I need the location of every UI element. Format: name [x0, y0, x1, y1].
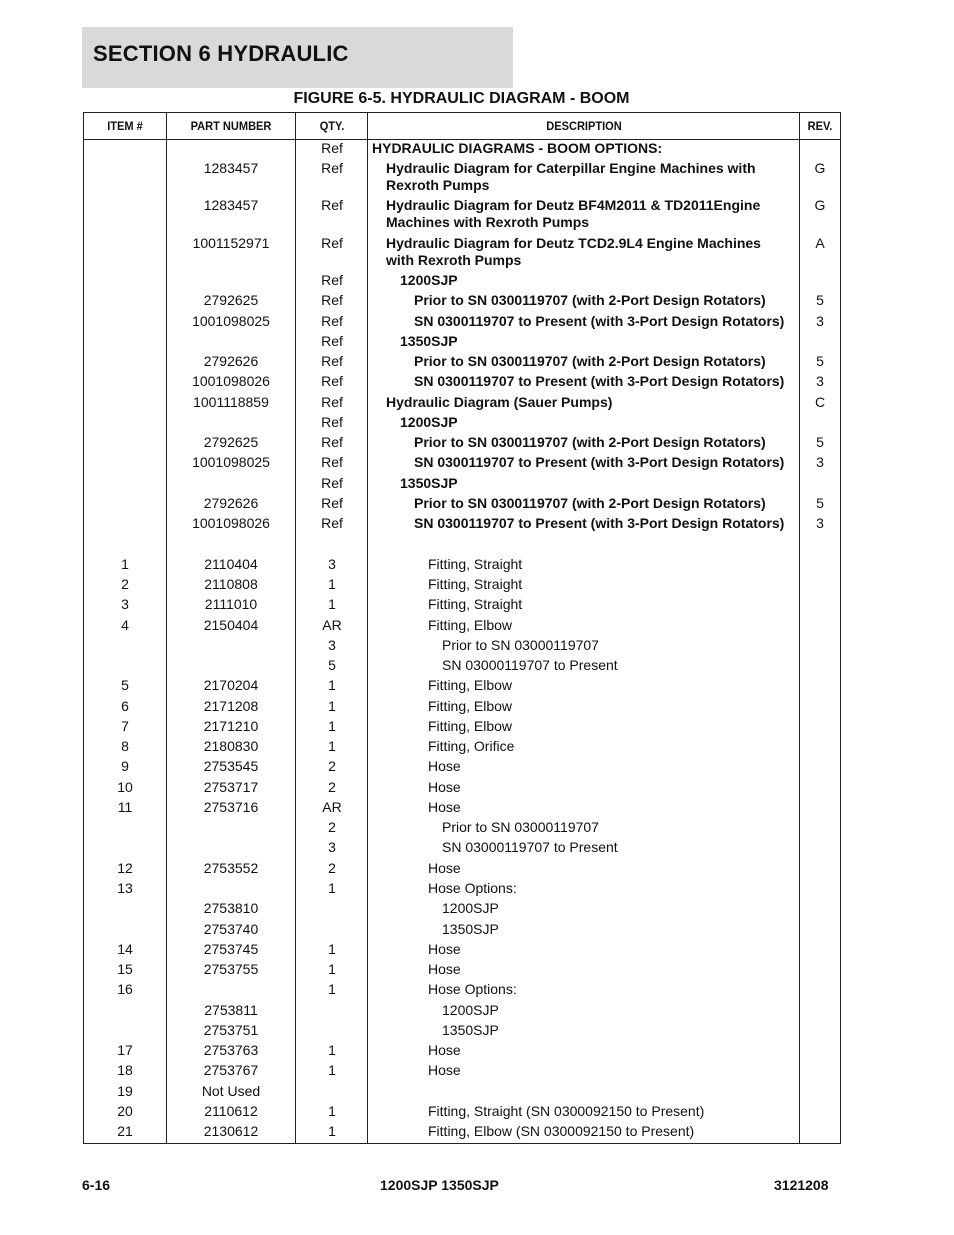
quantity: 1: [328, 576, 336, 592]
item-number: 11: [117, 799, 133, 815]
quantity: Ref: [321, 292, 343, 308]
description: HYDRAULIC DIAGRAMS - BOOM OPTIONS:: [372, 140, 663, 156]
description: Hydraulic Diagram for Deutz BF4M2011 & TD2011Engine Machines with Rexroth Pumps: [386, 197, 761, 230]
description: 1200SJP: [442, 1002, 499, 1018]
revision: 3: [816, 373, 824, 389]
figure-title: FIGURE 6-5. HYDRAULIC DIAGRAM - BOOM: [293, 90, 630, 107]
description: Hose Options:: [428, 981, 517, 997]
quantity: 1: [328, 880, 336, 896]
quantity: Ref: [321, 495, 343, 511]
part-number: 2110612: [204, 1103, 258, 1119]
table-header: [84, 113, 840, 140]
part-number: 2753552: [203, 860, 259, 876]
part-number: 2753716: [203, 799, 259, 815]
description: Prior to SN 03000119707: [442, 819, 599, 835]
description: Hose: [428, 758, 461, 774]
quantity: 2: [328, 758, 336, 774]
part-number: 2792625: [203, 292, 259, 308]
part-number: 2170204: [203, 677, 259, 693]
part-number: 2180830: [203, 738, 259, 754]
quantity: Ref: [321, 475, 343, 491]
item-number: 5: [121, 677, 129, 693]
item-number: 2: [121, 576, 129, 592]
item-number: 17: [117, 1042, 133, 1058]
part-number: 2171210: [203, 718, 259, 734]
description: Fitting, Elbow: [428, 677, 513, 693]
part-number: 1001098025: [192, 313, 270, 329]
quantity: 1: [328, 596, 336, 612]
item-number: 8: [121, 738, 129, 754]
revision: 3: [816, 313, 824, 329]
quantity: Ref: [321, 160, 343, 176]
footer-page-number: 6-16: [82, 1177, 111, 1193]
part-number: 2753740: [203, 921, 259, 937]
description: SN 0300119707 to Present (with 3-Port Design Rotators): [414, 313, 785, 329]
revision: C: [814, 394, 826, 410]
quantity: 1: [328, 961, 336, 977]
revision: 5: [816, 434, 824, 450]
part-number: 2171208: [203, 698, 259, 714]
item-number: 7: [121, 718, 129, 734]
quantity: 1: [328, 698, 336, 714]
column-header-rev: REV.: [807, 119, 833, 133]
description: Hose Options:: [428, 880, 517, 896]
description: Hose: [428, 860, 461, 876]
quantity: 3: [328, 637, 336, 653]
quantity: Ref: [321, 414, 343, 430]
parts-table: [83, 112, 841, 1144]
description: 1200SJP: [442, 900, 499, 916]
description: Prior to SN 03000119707: [442, 637, 599, 653]
quantity: 3: [328, 556, 336, 572]
description: Hose: [428, 941, 461, 957]
description: Fitting, Elbow: [428, 718, 513, 734]
part-number: 1283457: [203, 197, 259, 213]
part-number: 2130612: [203, 1123, 259, 1139]
item-number: 13: [117, 880, 133, 896]
part-number: 2792626: [203, 495, 259, 511]
quantity: 1: [328, 738, 336, 754]
part-number: 2753745: [203, 941, 259, 957]
description: 1350SJP: [442, 1022, 499, 1038]
quantity: AR: [322, 617, 342, 633]
quantity: Ref: [321, 140, 343, 156]
quantity: 5: [328, 657, 336, 673]
quantity: 1: [328, 718, 336, 734]
part-number: 2753767: [203, 1062, 259, 1078]
revision: 3: [816, 515, 824, 531]
column-header-qty: QTY.: [319, 119, 345, 133]
description: Fitting, Elbow (SN 0300092150 to Present): [428, 1123, 695, 1139]
part-number: 2753810: [203, 900, 259, 916]
quantity: Ref: [321, 454, 343, 470]
description: SN 0300119707 to Present (with 3-Port Design Rotators): [414, 515, 785, 531]
quantity: 2: [328, 860, 336, 876]
revision: 5: [816, 495, 824, 511]
column-header-part-number: PART NUMBER: [190, 119, 272, 133]
part-number: 2753811: [204, 1002, 258, 1018]
description: 1350SJP: [400, 475, 458, 491]
description: SN 03000119707 to Present: [442, 839, 618, 855]
quantity: Ref: [321, 394, 343, 410]
quantity: 1: [328, 941, 336, 957]
quantity: Ref: [321, 373, 343, 389]
revision: 5: [816, 353, 824, 369]
part-number: 2792625: [203, 434, 259, 450]
part-number: 2110808: [204, 576, 258, 592]
description: SN 0300119707 to Present (with 3-Port Design Rotators): [414, 373, 785, 389]
part-number: 2753545: [203, 758, 259, 774]
description: SN 03000119707 to Present: [442, 657, 618, 673]
footer-doc-number: 3121208: [774, 1177, 829, 1193]
column-header-item: ITEM #: [107, 119, 143, 133]
description: Fitting, Straight: [428, 596, 523, 612]
part-number: 1283457: [203, 160, 259, 176]
description: 1200SJP: [400, 272, 458, 288]
item-number: 3: [121, 596, 129, 612]
description: 1350SJP: [442, 921, 499, 937]
item-number: 18: [117, 1062, 133, 1078]
description: 1200SJP: [400, 414, 458, 430]
description: Hydraulic Diagram for Deutz TCD2.9L4 Engine Machines with Rexroth Pumps: [386, 235, 761, 268]
description: Prior to SN 0300119707 (with 2-Port Design Rotators): [414, 292, 766, 308]
quantity: Ref: [321, 353, 343, 369]
description: Hose: [428, 799, 461, 815]
item-number: 19: [117, 1083, 133, 1099]
revision: 5: [816, 292, 824, 308]
part-number: 2792626: [203, 353, 259, 369]
quantity: 1: [328, 677, 336, 693]
description: SN 0300119707 to Present (with 3-Port Design Rotators): [414, 454, 785, 470]
revision: G: [814, 197, 826, 213]
item-number: 16: [117, 981, 133, 997]
quantity: 1: [328, 1103, 336, 1119]
part-number: 1001098025: [192, 454, 270, 470]
part-number: 2753755: [203, 961, 259, 977]
part-number: 1001098026: [192, 373, 270, 389]
section-banner: [82, 27, 513, 88]
quantity: Ref: [321, 313, 343, 329]
column-header-description: DESCRIPTION: [546, 119, 622, 133]
description: Fitting, Straight: [428, 556, 523, 572]
description: Hose: [428, 961, 461, 977]
item-number: 1: [121, 556, 129, 572]
description: 1350SJP: [400, 333, 458, 349]
quantity: Ref: [321, 197, 343, 213]
quantity: Ref: [321, 434, 343, 450]
revision: 3: [816, 454, 824, 470]
item-number: 12: [117, 860, 133, 876]
footer-model: 1200SJP 1350SJP: [380, 1177, 499, 1193]
part-number: 1001152971: [192, 235, 270, 251]
quantity: 3: [328, 839, 336, 855]
revision: A: [815, 235, 825, 251]
description: Fitting, Straight (SN 0300092150 to Present): [428, 1103, 705, 1119]
part-number: 1001098026: [192, 515, 270, 531]
part-number: 2753763: [203, 1042, 259, 1058]
quantity: 2: [328, 819, 336, 835]
column-divider: [799, 113, 800, 1143]
item-number: 9: [121, 758, 129, 774]
quantity: 2: [328, 779, 336, 795]
description: Prior to SN 0300119707 (with 2-Port Design Rotators): [414, 353, 766, 369]
part-number: 2111010: [204, 596, 258, 612]
item-number: 15: [117, 961, 133, 977]
description: Fitting, Straight: [428, 576, 523, 592]
part-number: 2150404: [203, 617, 259, 633]
part-number: 2110404: [204, 556, 258, 572]
part-number: 2753751: [203, 1022, 259, 1038]
description: Fitting, Elbow: [428, 698, 513, 714]
quantity: 1: [328, 1062, 336, 1078]
item-number: 6: [121, 698, 129, 714]
quantity: 1: [328, 981, 336, 997]
section-title: SECTION 6 HYDRAULIC: [93, 41, 349, 66]
description: Prior to SN 0300119707 (with 2-Port Design Rotators): [414, 495, 766, 511]
description: Hose: [428, 1062, 461, 1078]
revision: G: [814, 160, 826, 176]
description: Fitting, Elbow: [428, 617, 513, 633]
part-number: 1001118859: [193, 394, 269, 410]
description: Hydraulic Diagram (Sauer Pumps): [386, 394, 613, 410]
item-number: 10: [117, 779, 133, 795]
item-number: 21: [117, 1123, 133, 1139]
part-number: 2753717: [203, 779, 259, 795]
part-number: Not Used: [201, 1083, 261, 1099]
description: Hose: [428, 779, 461, 795]
quantity: Ref: [321, 333, 343, 349]
quantity: Ref: [321, 515, 343, 531]
item-number: 14: [117, 941, 133, 957]
quantity: 1: [328, 1042, 336, 1058]
description: Hose: [428, 1042, 461, 1058]
quantity: AR: [322, 799, 342, 815]
item-number: 20: [117, 1103, 133, 1119]
item-number: 4: [121, 617, 129, 633]
description: Fitting, Orifice: [428, 738, 515, 754]
quantity: Ref: [321, 272, 343, 288]
description: Prior to SN 0300119707 (with 2-Port Design Rotators): [414, 434, 766, 450]
quantity: Ref: [321, 235, 343, 251]
description: Hydraulic Diagram for Caterpillar Engine Machines with Rexroth Pumps: [386, 160, 756, 193]
quantity: 1: [328, 1123, 336, 1139]
